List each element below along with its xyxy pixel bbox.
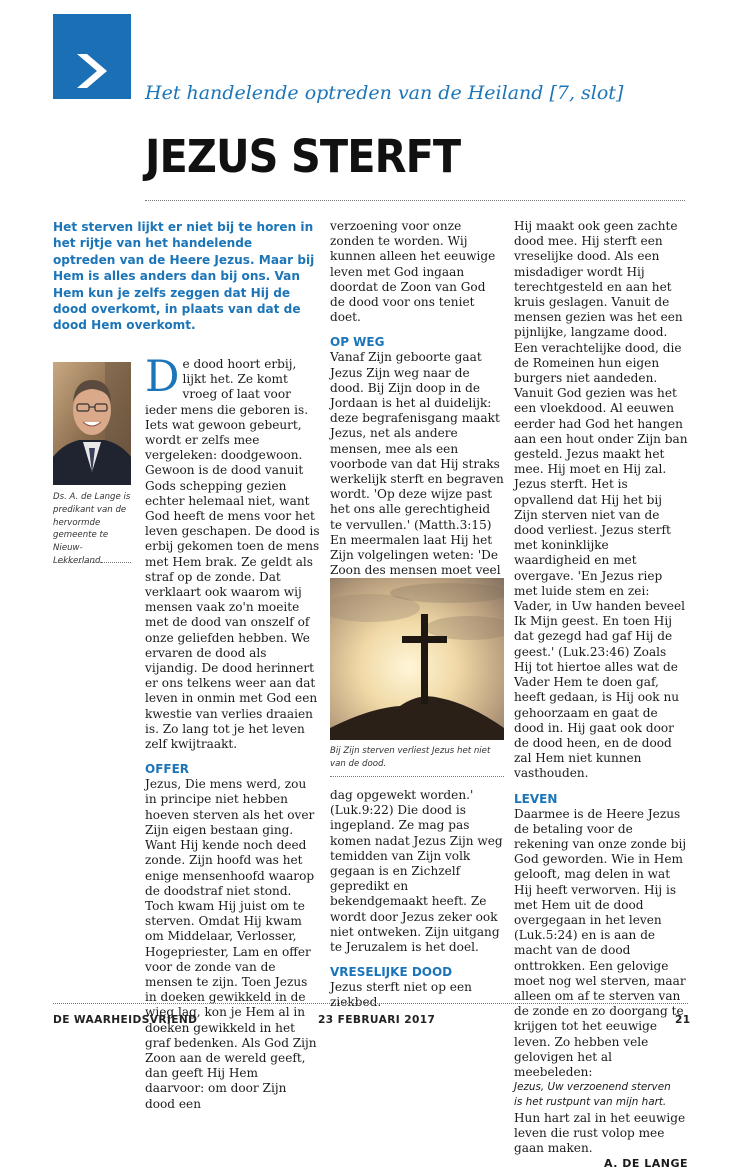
body-paragraph: Gewoon is de dood vanuit Gods schepping gezien echter helemaal niet, want God heeft de mens voor het leven geschapen. De dood is erbij gekomen toen de mens met Hem brak. Ze geldt als straf op de zonde. Dat verklaart ook waarom wij mensen vaak zo'n moeite met de dood van onszelf of onze geliefden hebben. We ervaren de dood als vijandig. De dood herinnert er ons telkens weer aan dat leven in onmin met God een kwestie van verlies draaien is. Zo lang tot je het leven zelf kwijtraakt.: [145, 463, 320, 752]
body-paragraph: Jezus sterft. Het is opvallend dat Hij het bij Zijn sterven niet van de dood verliest. Jezus sterft met koninklijke waardigheid en met overgave. 'En Jezus riep met luide stem en zei: Vader, in Uw handen beveel Ik Mijn geest. En toen Hij dat gezegd had gaf Hij de geest.' (Luk.23:46) Zoals Hij tot hiertoe alles wat de Vader Hem te doen gaf, heeft gedaan, is Hij ook nu gehoorzaam en gaat de dood in. Hij gaat ook door de dood heen, en de dood zal Hem niet kunnen vasthouden.: [514, 477, 685, 781]
footer-divider: [53, 1003, 688, 1004]
subheading-offer: OFFER: [145, 762, 190, 777]
column-3: [514, 219, 688, 1171]
section-marker: [53, 14, 131, 99]
column-2-bottom: [330, 788, 504, 1011]
caption-divider: [330, 776, 504, 777]
title-divider: [145, 200, 685, 201]
cross-photo-caption: Bij Zijn sterven verliest Jezus het niet van de dood.: [330, 746, 491, 769]
body-paragraph: Daarmee is de Heere Jezus de betaling voor de rekening van onze zonde bij God geworden. Wie in Hem gelooft, mag delen in wat Hij heeft verworven. Hij is met Hem uit de dood overgegaan in het leven (Luk.5:24) en is aan de macht van de dood onttrokken. Een gelovige moet nog wel sterven, maar alleen om af te sterven van de zonde en zo doorgang te krijgen tot het eeuwige leven. Zo hebben vele gelovigen het al meebeleden:: [514, 806, 687, 1079]
footer-publication: DE WAARHEIDSVRIEND: [53, 1014, 198, 1026]
verse-line: is het rustpunt van mijn hart.: [514, 1096, 667, 1109]
footer-date: 23 FEBRUARI 2017: [318, 1014, 436, 1026]
verse-line: Jezus, Uw verzoenend sterven: [514, 1081, 671, 1094]
opening-paragraph: [145, 352, 320, 463]
opening-text: e dood hoort erbij, lijkt het. Ze komt vroeg of laat voor ieder mens die geboren is. Iets wat gewoon gebeurt, wordt er zelfs mee vergeleken: doodgewoon.: [145, 357, 309, 463]
author-photo-caption: Ds. A. de Lange is predikant van de hervormde gemeente te Nieuw-Lekkerland.: [53, 492, 131, 566]
body-paragraph: Jezus, Die mens werd, zou in principe niet hebben hoeven sterven als het over Zijn eigen bestaan ging. Want Hij kende noch deed zonde. Zijn hoofd was het enige mensenhoofd waarop de doodstraf niet stond. Toch kwam Hij juist om te sterven. Omdat Hij kwam om Middelaar, Verlosser, Hogepriester, Lam en offer voor de zonde van de mensen te zijn. Toen Jezus in doeken gewikkeld in de wieg lag, kon je Hem al in doeken gewikkeld in het graf bedenken. Als God Zijn Zoon aan de wereld geeft, dan geeft Hij Hem daarvoor: om door Zijn dood een: [145, 777, 317, 1111]
drop-cap: D: [145, 352, 180, 402]
page-number: 21: [675, 1014, 691, 1026]
body-paragraph: verzoening voor onze zonden te worden. Wij kunnen alleen het eeuwige leven met God ingaan doordat de Zoon van God de dood voor ons teniet doet.: [330, 219, 496, 325]
caption-divider: [53, 562, 131, 563]
subheading-vreselijke-dood: VRESELIJKE DOOD: [330, 965, 453, 980]
body-paragraph: Hij maakt ook geen zachte dood mee. Hij sterft een vreselijke dood. Als een misdadiger wordt Hij terechtgesteld en aan het kruis geslagen. Vanuit de mensen gezien was het een pijnlijke, langzame dood. Een verachtelijke dood, die de Romeinen hun eigen burgers niet aandeden. Vanuit God gezien was het een vloekdood. Al eeuwen eerder had God het hangen aan een hout onder Zijn ban gesteld. Jezus maakt het mee. Hij moet en Hij zal.: [514, 219, 688, 477]
cross-photo: [330, 578, 504, 740]
body-paragraph: dag opgewekt worden.' (Luk.9:22) Die dood is ingepland. Ze mag pas komen nadat Jezus Zijn weg temidden van Zijn volk gegaan is en Zichzelf gepredikt en bekendgemaakt heeft. Ze wordt door Jezus zeker ook niet ontweken. Zijn uitgang te Jeruzalem is het doel.: [330, 788, 503, 955]
author-byline: A. DE LANGE: [604, 1157, 688, 1171]
subheading-leven: LEVEN: [514, 791, 558, 806]
article-intro: Het sterven lijkt er niet bij te horen in het rijtje van het handelende optreden van de Heere Jezus. Maar bij Hem is alles anders dan bij ons. Van Hem kun je zelfs zeggen dat Hij de dood overkomt, in plaats van dat de dood Hem overkomt.: [53, 220, 315, 333]
chevron-right-icon: [53, 14, 131, 99]
author-photo: [53, 362, 131, 485]
body-paragraph: Hun hart zal in het eeuwige leven die rust volop mee gaan maken.: [514, 1110, 686, 1155]
subheading-op-weg: OP WEG: [330, 335, 385, 350]
body-paragraph: Jezus sterft niet op een ziekbed.: [330, 980, 472, 1010]
article-title: JEZUS STERFT: [145, 130, 461, 183]
article-kicker: Het handelende optreden van de Heiland [7, slot]: [145, 82, 624, 104]
body-paragraph: Vanaf Zijn geboorte gaat Jezus Zijn weg naar de dood. Bij Zijn doop in de Jordaan is het al duidelijk: deze begrafenisgang maakt Jezus, net als andere mensen, mee als een voorbode van dat Hij straks werkelijk sterft en begraven wordt. 'Op deze wijze past het ons alle gerechtigheid te vervullen.' (Matth.3:15) En meermalen laat Hij het Zijn volgelingen weten: 'De Zoon des mensen moet veel: [330, 350, 504, 578]
column-1: [145, 352, 320, 1112]
